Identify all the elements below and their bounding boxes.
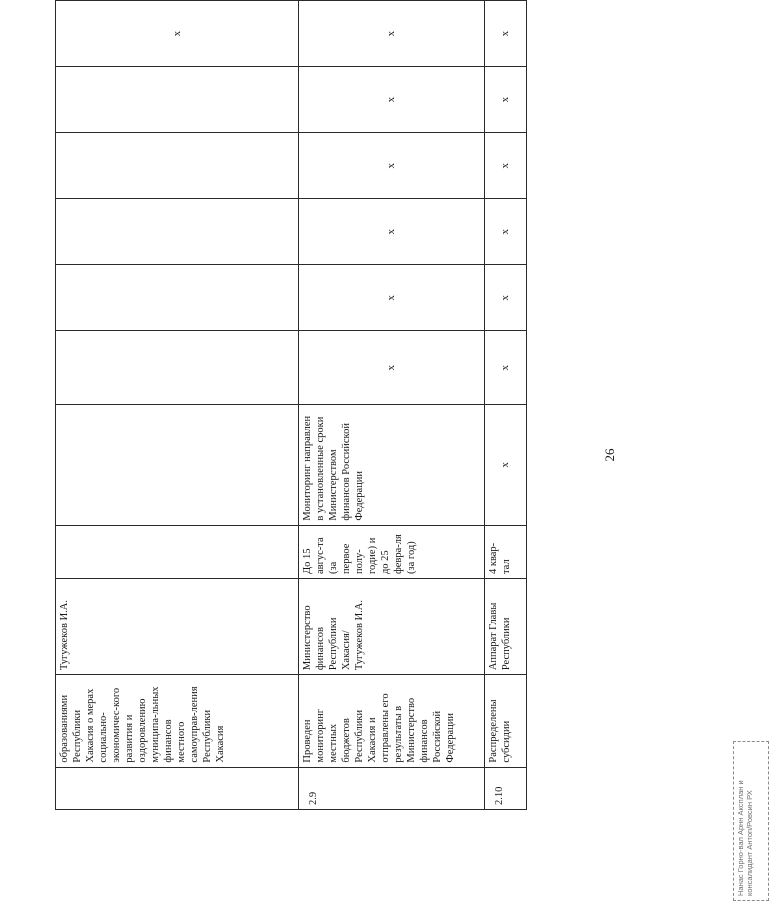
value-cell: x — [299, 265, 485, 331]
value-cell: x — [299, 1, 485, 67]
term-cell: До 15 авгус-та (за первое полу-годие) и до 25 февра-ля (за год) — [299, 525, 485, 578]
value-cell: x — [485, 133, 527, 199]
value-cell: x — [299, 67, 485, 133]
result-cell — [56, 405, 299, 525]
responsible-cell: Министерство финансов Республики Хакасия/ Тугужеков И.А. — [299, 579, 485, 675]
row-number — [56, 767, 299, 809]
value-cell — [56, 265, 299, 331]
value-cell: x — [485, 331, 527, 405]
table-row — [56, 1, 299, 810]
row-number: 2.9 — [299, 767, 485, 809]
table-row — [485, 1, 527, 810]
result-cell: Мониторинг направлен в установленные сроки Министерством финансов Российской Федерации — [299, 405, 485, 525]
table-row — [299, 1, 485, 810]
event-cell: Распределены субсидии — [485, 675, 527, 767]
result-cell: x — [485, 405, 527, 525]
document-stamp: Нанас Горно-вал Арнн Аксплан и консалидант Антоп/Ровсин РХ — [733, 741, 769, 901]
value-cell: x — [485, 67, 527, 133]
page-number: 26 — [602, 448, 617, 462]
row-number: 2.10 — [485, 767, 527, 809]
plan-table — [55, 0, 527, 810]
value-cell: x — [485, 265, 527, 331]
value-cell: x — [56, 1, 299, 67]
event-cell: Проведен мониторинг местных бюджетов Республики Хакасия и отправлены его результаты в Министерство финансов Российской Федерации — [299, 675, 485, 767]
value-cell — [56, 67, 299, 133]
value-cell: x — [299, 331, 485, 405]
responsible-cell: Аппарат Главы Республики — [485, 579, 527, 675]
value-cell — [56, 331, 299, 405]
value-cell: x — [299, 133, 485, 199]
value-cell — [56, 199, 299, 265]
value-cell — [56, 133, 299, 199]
term-cell — [56, 525, 299, 578]
value-cell: x — [485, 199, 527, 265]
value-cell: x — [299, 199, 485, 265]
term-cell: 4 квар-тал — [485, 525, 527, 578]
value-cell: x — [485, 1, 527, 67]
event-cell: образованиями Республики Хакасия о мерах социально-экономичес-кого развития и оздоровлению муниципа-льных финансов местного самоуправ-ления Республики Хакасия — [56, 675, 299, 767]
responsible-cell: Тугужеков И.А. — [56, 579, 299, 675]
